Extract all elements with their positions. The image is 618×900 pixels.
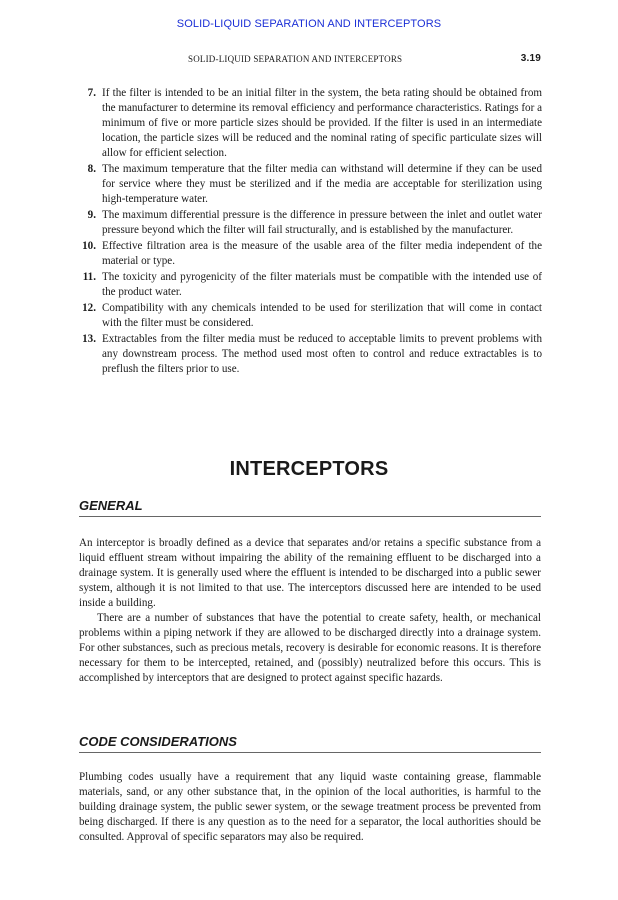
general-paragraph: An interceptor is broadly defined as a device that separates and/or retains a specific substance from a liquid effluent stream without impairing the ability of the remaining effluent to be discharged into a drainage system. It is generally used where the effluent is intended to be discharged into a public sewer system, although it is not limited to that use. The interceptors discussed here are intended to be used inside a building. (79, 537, 541, 609)
list-item (78, 270, 542, 300)
page-number: 3.19 (520, 53, 541, 64)
list-item-text: If the filter is intended to be an initial filter in the system, the beta rating should be obtained from the manufacturer to determine its removal efficiency and performance characteristics. Ratings for a minimum of five or more particle sizes should be provided. If the filter is used in an intermediate location, the particle sizes will be reduced and the nominal rating of specific particulate sizes will allow for efficient selection. (102, 87, 542, 159)
code-considerations-paragraph: Plumbing codes usually have a requirement that any liquid waste containing grease, flammable materials, sand, or any other substance that, in the opinion of the local authorities, is harmful to the building drainage system, the public sewer system, or the sewage treatment process be prevented from being discharged. If there is any question as to the need for a separator, the local authorities should be consulted. Approval of specific separators may also be required. (79, 771, 541, 843)
running-head-title: SOLID-LIQUID SEPARATION AND INTERCEPTORS (188, 54, 403, 64)
list-item-number: 7. (87, 87, 96, 99)
list-item-text: The maximum differential pressure is the difference in pressure between the inlet and outlet water pressure beyond which the filter will fail structurally, and is established by the manufacturer. (102, 209, 542, 236)
list-item (78, 301, 542, 331)
list-item-number: 13. (82, 333, 96, 345)
list-item-text: Effective filtration area is the measure of the usable area of the filter media independent of the material or type. (102, 240, 542, 267)
general-heading: GENERAL (79, 498, 541, 517)
numbered-list (78, 86, 542, 378)
list-item-number: 11. (82, 271, 96, 283)
list-item-number: 12. (82, 302, 96, 314)
list-item-text: Compatibility with any chemicals intended to be used for sterilization that will come in contact with the filter must be considered. (102, 302, 542, 329)
list-item-text: The maximum temperature that the filter media can withstand will determine if they can be used for service where they must be sterilized and if the media are acceptable for sterilization using high-temperature water. (102, 163, 542, 205)
list-item (78, 86, 542, 161)
code-considerations-heading: CODE CONSIDERATIONS (79, 734, 541, 753)
general-body (79, 536, 541, 686)
general-paragraph: There are a number of substances that have the potential to create safety, health, or mechanical problems within a piping network if they are allowed to be discharged directly into a drainage system. For other substances, such as precious metals, recovery is desirable for economic reasons. It is therefore necessary for them to be intercepted, retained, and (possibly) neutralized before this occurs. This is accomplished by interceptors that are designed to protect against specific hazards. (79, 612, 541, 684)
document-banner: SOLID-LIQUID SEPARATION AND INTERCEPTORS (176, 18, 442, 30)
code-considerations-body (79, 770, 541, 845)
list-item-number: 9. (87, 209, 96, 221)
list-item (78, 208, 542, 238)
list-item (78, 239, 542, 269)
list-item-text: Extractables from the filter media must be reduced to acceptable limits to prevent problems with any downstream process. The method used most often to control and reduce extractables is to preflush the filters prior to use. (102, 333, 542, 375)
list-item (78, 162, 542, 207)
section-title: INTERCEPTORS (229, 458, 389, 480)
list-item-text: The toxicity and pyrogenicity of the filter materials must be compatible with the intended use of the product water. (102, 271, 542, 298)
list-item (78, 332, 542, 377)
list-item-number: 8. (87, 163, 96, 175)
list-item-number: 10. (82, 240, 96, 252)
